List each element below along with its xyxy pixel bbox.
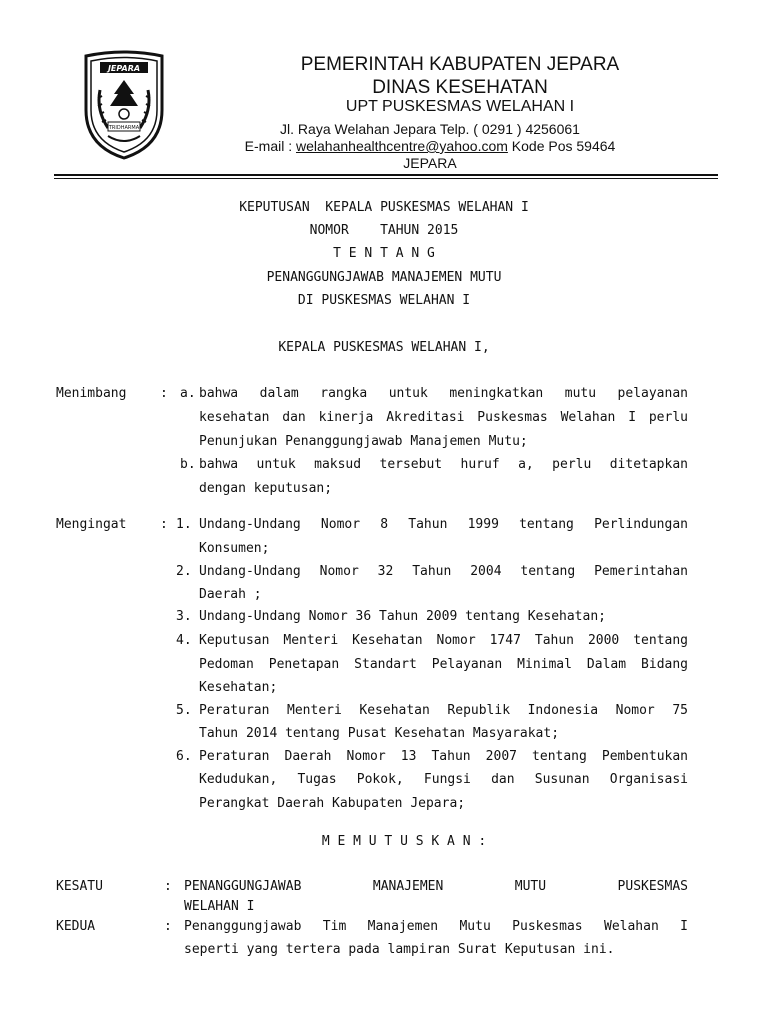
mengingat-colon: : bbox=[160, 517, 168, 532]
jepara-coat-of-arms-logo bbox=[78, 50, 170, 162]
menimbang-b-line2: dengan keputusan; bbox=[199, 481, 333, 496]
kedua-label: KEDUA bbox=[56, 919, 96, 934]
kesatu-line2: WELAHAN I bbox=[184, 899, 255, 914]
email-label: E-mail : bbox=[244, 138, 296, 154]
decree-number: NOMOR TAHUN 2015 bbox=[309, 223, 459, 238]
menimbang-b-marker: b. bbox=[180, 457, 196, 472]
menimbang-colon: : bbox=[160, 386, 168, 401]
mengingat-3-line1: Undang-Undang Nomor 36 Tahun 2009 tentang Kesehatan; bbox=[199, 609, 606, 624]
decree-about: T E N T A N G bbox=[333, 246, 435, 261]
mengingat-3-marker: 3. bbox=[176, 609, 192, 624]
menimbang-a-line2: kesehatan dan kinerja Akreditasi Puskesmas Welahan I perlu bbox=[199, 410, 688, 425]
mengingat-6-line3: Perangkat Daerah Kabupaten Jepara; bbox=[199, 796, 466, 811]
menimbang-a-line3: Penunjukan Penanggungjawab Manajemen Mutu; bbox=[199, 434, 528, 449]
kesatu-label: KESATU bbox=[56, 879, 103, 894]
decree-subject: PENANGGUNGJAWAB MANAJEMEN MUTU bbox=[266, 270, 502, 285]
mengingat-4-line3: Kesehatan; bbox=[199, 680, 278, 695]
letterhead-city: JEPARA bbox=[403, 155, 457, 171]
letterhead-thick-rule bbox=[54, 174, 718, 176]
mengingat-2-line1: Undang-Undang Nomor 32 Tahun 2004 tentang Pemerintahan bbox=[199, 564, 688, 579]
letterhead-department: DINAS KESEHATAN bbox=[372, 77, 548, 98]
menimbang-label: Menimbang bbox=[56, 386, 127, 401]
mengingat-5-line2: Tahun 2014 tentang Pusat Kesehatan Masyarakat; bbox=[199, 726, 560, 741]
kesatu-line1: PENANGGUNGJAWAB MANAJEMEN MUTU PUSKESMAS bbox=[184, 879, 688, 894]
mengingat-6-line2: Kedudukan, Tugas Pokok, Fungsi dan Susunan Organisasi bbox=[199, 772, 688, 787]
decree-title: KEPUTUSAN KEPALA PUSKESMAS WELAHAN I bbox=[239, 200, 529, 215]
letterhead-unit: UPT PUSKESMAS WELAHAN I bbox=[345, 98, 575, 115]
mengingat-2-marker: 2. bbox=[176, 564, 192, 579]
letterhead-government: PEMERINTAH KABUPATEN JEPARA bbox=[300, 54, 620, 75]
mengingat-1-marker: 1. bbox=[176, 517, 192, 532]
email-link[interactable]: welahanhealthcentre@yahoo.com bbox=[296, 138, 508, 154]
postcode: Kode Pos 59464 bbox=[507, 138, 616, 154]
mengingat-4-line1: Keputusan Menteri Kesehatan Nomor 1747 Tahun 2000 tentang bbox=[199, 633, 688, 648]
mengingat-1-line2: Konsumen; bbox=[199, 541, 270, 556]
decree-official: KEPALA PUSKESMAS WELAHAN I, bbox=[278, 340, 490, 355]
decree-subject-location: DI PUSKESMAS WELAHAN I bbox=[297, 293, 471, 308]
menimbang-a-line1: bahwa dalam rangka untuk meningkatkan mutu pelayanan bbox=[199, 386, 688, 401]
kedua-line2: seperti yang tertera pada lampiran Surat Keputusan ini. bbox=[184, 942, 615, 957]
mengingat-5-line1: Peraturan Menteri Kesehatan Republik Indonesia Nomor 75 bbox=[199, 703, 688, 718]
menimbang-b-line1: bahwa untuk maksud tersebut huruf a, perlu ditetapkan bbox=[199, 457, 688, 472]
mengingat-label: Mengingat bbox=[56, 517, 127, 532]
kedua-line1: Penanggungjawab Tim Manajemen Mutu Puskesmas Welahan I bbox=[184, 919, 688, 934]
letterhead-thin-rule bbox=[54, 178, 718, 179]
kedua-colon: : bbox=[164, 919, 172, 934]
logo-motto: TRIDHARMA bbox=[108, 125, 140, 131]
letterhead-address: Jl. Raya Welahan Jepara Telp. ( 0291 ) 4256061 bbox=[280, 121, 580, 137]
memutuskan-heading: M E M U T U S K A N : bbox=[321, 834, 487, 849]
menimbang-a-marker: a. bbox=[180, 386, 196, 401]
mengingat-4-line2: Pedoman Penetapan Standart Pelayanan Minimal Dalam Bidang bbox=[199, 657, 688, 672]
mengingat-4-marker: 4. bbox=[176, 633, 192, 648]
mengingat-2-line2: Daerah ; bbox=[199, 587, 262, 602]
mengingat-6-marker: 6. bbox=[176, 749, 192, 764]
kesatu-colon: : bbox=[164, 879, 172, 894]
logo-text: JEPARA bbox=[107, 64, 141, 73]
letterhead-contact bbox=[200, 138, 660, 154]
mengingat-6-line1: Peraturan Daerah Nomor 13 Tahun 2007 tentang Pembentukan bbox=[199, 749, 688, 764]
mengingat-1-line1: Undang-Undang Nomor 8 Tahun 1999 tentang Perlindungan bbox=[199, 517, 688, 532]
mengingat-5-marker: 5. bbox=[176, 703, 192, 718]
